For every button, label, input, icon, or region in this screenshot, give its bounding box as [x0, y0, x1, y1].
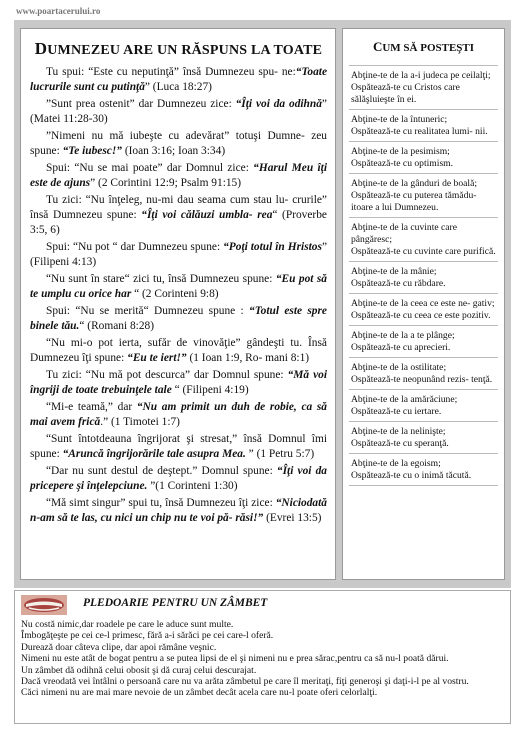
smile-image — [21, 595, 67, 615]
verse-paragraph: Spui: “Nu se merită“ Dumnezeu spune : “Totul este spre binele tău.“ (Romani 8:28) — [30, 305, 327, 332]
smile-line: Durează doar câteva clipe, dar apoi rămâne veşnic. — [21, 641, 217, 653]
verse-quote: “Niciodată n-am să te las, cu nici un chip nu te voi pă- răsi!” — [30, 497, 327, 524]
smile-line: Căci nimeni nu are mai mare nevoie de un zâmbet decât acela care nu-l poate oferi celorlalţi. — [21, 687, 378, 699]
tip-item: Abţine-te de la întuneric; Ospătează-te cu realitatea lumi- nii. — [349, 109, 498, 141]
verse-quote: “Eu te iert!” — [127, 352, 187, 364]
verse-quote: “Aruncă îngrijorările tale asupra Mea. — [62, 448, 246, 460]
main-article — [20, 28, 336, 580]
smile-line: Nu costă nimic,dar roadele pe care le aduce sunt multe. — [21, 619, 234, 630]
verse-quote: “Mă voi îngriji de toate trebuinţele tale — [30, 369, 327, 396]
sidebar-title: CUM SĂ POSTEŞTI — [372, 39, 475, 54]
verse-paragraph: “Mi-e teamă,” dar “Nu am primit un duh de robie, ca să mai avem frică.” (1 Timotei 1:7) — [30, 401, 327, 428]
tip-item: Abţine-te de la a-i judeca pe ceilalţi; Ospătează-te cu Cristos care sălăşluieşte în ei. — [349, 65, 498, 109]
verse-paragraph: “Mă simt singur” spui tu, însă Dumnezeu îţi zice: “Niciodată n-am să te las, cu nici un chip nu te voi pă- răsi!” (Evrei 13:5) — [30, 497, 327, 524]
verse-quote: “Îţi voi da odihnă — [235, 98, 322, 110]
verse-paragraph: ”Sunt prea ostenit” dar Dumnezeu zice: “Îţi voi da odihnă” (Matei 11:28-30) — [30, 98, 327, 125]
tip-item: Abţine-te de la a te plânge; Ospătează-te cu aprecieri. — [349, 325, 498, 357]
smile-line: Dacă vreodată vei întâlni o persoană care nu va arăta zâmbetul pe care îl meritaţi, fiţi generoşi şi daţi-i-l pe al vostru. — [21, 676, 469, 688]
verse-paragraph: ”Nimeni nu mă iubeşte cu adevărat” totuşi Dumne- zeu spune: “Te iubesc!” (Ioan 3:16; Ioan 3:34) — [30, 130, 327, 157]
smile-title: PLEDOARIE PENTRU UN ZÂMBET — [83, 597, 268, 609]
verse-quote: “Nu am primit un duh de robie, ca să mai avem frică — [30, 401, 327, 428]
verse-paragraph: “Nu mi-o pot ierta, sufăr de vinovăţie” gândeşti tu. Însă Dumnezeu îţi spune: “Eu te iert!” (1 Ioan 1:9, Ro- mani 8:1) — [30, 337, 327, 364]
tip-item: Abţine-te de la pesimism; Ospătează-te cu optimism. — [349, 141, 498, 173]
verse-quote: “Te iubesc!” — [62, 145, 122, 157]
tip-item: Abţine-te de la cuvinte care pângăresc; Ospătează-te cu cuvinte care purifică. — [349, 217, 498, 261]
verse-quote: “Totul este spre binele tău. — [30, 305, 327, 332]
site-url: www.poartacerului.ro — [16, 6, 101, 16]
verse-quote: “Toate lucrurile sunt cu putinţă — [30, 66, 327, 93]
smile-section — [14, 590, 511, 724]
smile-line: Nimeni nu este atât de bogat pentru a se putea lipsi de el şi nimeni nu e prea sărac,pentru ca să nu-l poată dărui. — [21, 653, 449, 665]
smile-line: Un zâmbet dă odihnă celui obosit şi dă curaj celui descurajat. — [21, 664, 257, 676]
verse-paragraph: “Dar nu sunt destul de deştept.” Domnul spune: “Îţi voi da pricepere şi înţelepciune. ”(1 Corinteni 1:30) — [30, 465, 327, 492]
verse-quote: “Harul Meu îţi este de ajuns — [30, 162, 327, 189]
verse-paragraph: “Sunt întotdeauna îngrijorat şi stresat,” însă Domnul îmi spune: “Aruncă îngrijorările tale asupra Mea. ” (1 Petru 5:7) — [30, 433, 327, 460]
smile-line: Îmbogăţeşte pe cei ce-l primesc, fără a-i sărăci pe cei care-l oferă. — [21, 630, 274, 642]
verse-quote: “Îţi voi călăuzi umbla- rea — [141, 209, 273, 221]
tip-item: Abţine-te de la ceea ce este ne- gativ; Ospătează-te cu ceea ce este pozitiv. — [349, 293, 498, 325]
tip-item: Abţine-te de la ostilitate; Ospătează-te neopunând rezis- tenţă. — [349, 357, 498, 389]
tip-item: Abţine-te de la amărăciune; Ospătează-te cu iertare. — [349, 389, 498, 421]
tip-item: Abţine-te de la mânie; Ospătează-te cu răbdare. — [349, 261, 498, 293]
tip-item: Abţine-te de la egoism; Ospătează-te cu o inimă tăcută. — [349, 453, 498, 486]
article-title: DUMNEZEU ARE UN RĂSPUNS LA TOATE — [34, 39, 323, 58]
smile-text — [21, 619, 506, 699]
verse-paragraph: Spui: “Nu pot “ dar Dumnezeu spune: “Poţi totul în Hristos” (Filipeni 4:13) — [30, 241, 327, 268]
tip-list — [349, 65, 498, 486]
fasting-sidebar — [342, 28, 505, 580]
verse-quote: “Îţi voi da pricepere şi înţelepciune. — [30, 465, 327, 492]
tip-item: Abţine-te de la nelinişte; Ospătează-te cu speranţă. — [349, 421, 498, 453]
verse-list — [30, 65, 327, 526]
verse-paragraph: “Nu sunt în stare“ zici tu, însă Dumnezeu spune: “Eu pot să te umplu cu orice har “ (2 Corinteni 9:8) — [30, 273, 327, 300]
verse-paragraph: Tu zici: “Nu înţeleg, nu-mi dau seama cum stau lu- crurile” însă Dumnezeu spune: “Îţi voi călăuzi umbla- rea“ (Proverbe 3:5, 6) — [30, 194, 327, 236]
verse-paragraph: Tu spui: “Este cu neputinţă” însă Dumnezeu spu- ne:“Toate lucrurile sunt cu putinţă” (Luca 18:27) — [30, 66, 327, 93]
verse-paragraph: Spui: “Nu se mai poate” dar Domnul zice: “Harul Meu îţi este de ajuns” (2 Corintini 12:9; Psalm 91:15) — [30, 162, 327, 189]
verse-quote: “Poţi totul în Hristos — [223, 241, 322, 253]
verse-quote: “Eu pot să te umplu cu orice har — [30, 273, 327, 300]
verse-paragraph: Tu zici: “Nu mă pot descurca” dar Domnul spune: “Mă voi îngriji de toate trebuinţele tale “ (Filipeni 4:19) — [30, 369, 327, 396]
tip-item: Abţine-te de la gânduri de boală; Ospătează-te cu puterea tămădu- itoare a lui Dumnezeu. — [349, 173, 498, 217]
